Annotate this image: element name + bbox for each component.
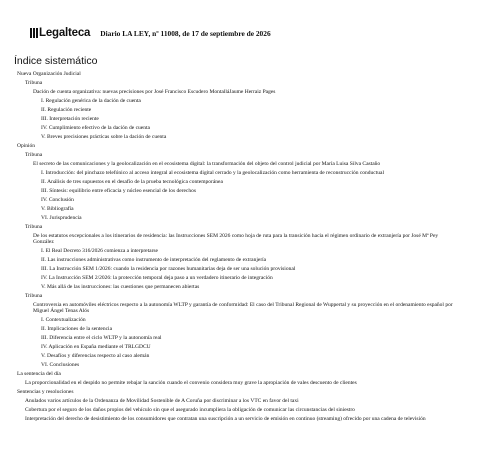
- toc-item[interactable]: Interpretación del derecho de desistimiento de los consumidores que contratan una suscripción a un servicio de emisión en continuo (streaming) ofrecido por una cadena de televisión: [25, 416, 426, 422]
- article-link[interactable]: Controversia en automóviles eléctricos respecto a la autonomía WLTP y garantía de conformidad: El caso del Tribunal Regional de Wuppertal y su proyección en el ordenamiento español por Miguel Ángel Tenas Alós: [33, 302, 453, 314]
- toc-item[interactable]: III. Interpretación reciente: [41, 116, 99, 122]
- toc-item[interactable]: I. Contextualización: [41, 317, 86, 323]
- toc-item[interactable]: V. Bibliografía: [41, 206, 74, 212]
- toc-item[interactable]: La proporcionalidad en el despido no permite rebajar la sanción cuando el convenio considera muy grave la apropiación de vales descuento de clientes: [25, 380, 357, 386]
- toc-item[interactable]: VI. Conclusiones: [41, 362, 80, 368]
- toc-item[interactable]: II. Análisis de tres supuestos en el desafío de la prueba tecnológica contemporánea: [41, 179, 223, 185]
- subsection-heading: Tribuna: [25, 293, 43, 299]
- toc-item[interactable]: IV. La Instrucción SEM 2/2026: la protección temporal deja paso a un verdadero itinerario de integración: [41, 275, 273, 281]
- section-heading: Nueva Organización Judicial: [17, 71, 81, 77]
- toc-item[interactable]: I. Regulación genérica de la dación de cuenta: [41, 98, 141, 104]
- article-link[interactable]: El secreto de las comunicaciones y la geolocalización en el ecosistema digital: la transformación del objeto del control judicial por María Luisa Silva Castaño: [33, 161, 381, 167]
- section-heading: La sentencia del día: [17, 371, 61, 377]
- section-heading: Sentencias y resoluciones: [17, 389, 74, 395]
- page-title: Índice sistemático: [14, 55, 98, 67]
- toc-item[interactable]: II. Implicaciones de la sentencia: [41, 326, 113, 332]
- toc-item[interactable]: III. Diferencia entre el ciclo WLTP y la autonomía real: [41, 335, 162, 341]
- toc-item[interactable]: II. Las instrucciones administrativas como instrumento de interpretación del reglamento de extranjería: [41, 257, 267, 263]
- toc-item[interactable]: Anulados varios artículos de la Ordenanza de Movilidad Sostenible de A Coruña por discriminar a los VTC en favor del taxi: [25, 398, 299, 404]
- toc-item[interactable]: III. La Instrucción SEM 1/2026: cuando la residencia por razones humanitarias deja de ser una solución provisional: [41, 266, 296, 272]
- logo-text: Legalteca: [39, 27, 91, 39]
- toc-item[interactable]: IV. Conclusión: [41, 197, 74, 203]
- toc-item[interactable]: VI. Jurisprudencia: [41, 215, 82, 221]
- section-heading: Opinión: [17, 143, 36, 149]
- toc-item[interactable]: II. Regulación reciente: [41, 107, 92, 113]
- toc-item[interactable]: V. Breves precisiones prácticas sobre la dación de cuenta: [41, 134, 167, 140]
- toc-item[interactable]: I. Introducción: del pinchazo telefónico al acceso integral al ecosistema digital cerrado y la geolocalización como herramienta de reconstrucción conductual: [41, 170, 384, 176]
- toc-item[interactable]: I. El Real Decreto 316/2026 comienza a interpretarse: [41, 248, 158, 254]
- toc-item[interactable]: V. Más allá de las instrucciones: las cuestiones que permanecen abiertas: [41, 284, 200, 290]
- toc-item[interactable]: IV. Aplicación en España mediante el TRLGDCU: [41, 344, 151, 350]
- toc-item[interactable]: Cobertura por el seguro de los daños propios del vehículo sin que el asegurado incumpliera la obligación de comunicar las circunstancias del siniestro: [25, 407, 355, 413]
- toc-item[interactable]: V. Desafíos y diferencias respecto al caso alemán: [41, 353, 150, 359]
- subsection-heading: Tribuna: [25, 224, 43, 230]
- article-link[interactable]: Dación de cuenta organizativa: nuevas precisiones por José Francisco Escudero MontalláJaume Herraiz Pages: [33, 89, 276, 95]
- issue-title: Diario LA LEY, nº 11008, de 17 de septiembre de 2026: [100, 28, 271, 38]
- toc-item[interactable]: IV. Cumplimiento efectivo de la dación de cuenta: [41, 125, 150, 131]
- subsection-heading: Tribuna: [25, 80, 43, 86]
- article-link[interactable]: De los estatutos excepcionales a los itinerarios de residencia: las Instrucciones SEM 2026 como hoja de ruta para la transición hacia el régimen ordinario de extranjería por José Mª Pey González: [33, 233, 439, 245]
- toc-item[interactable]: III. Síntesis: equilibrio entre eficacia y núcleo esencial de los derechos: [41, 188, 197, 194]
- subsection-heading: Tribuna: [25, 152, 43, 158]
